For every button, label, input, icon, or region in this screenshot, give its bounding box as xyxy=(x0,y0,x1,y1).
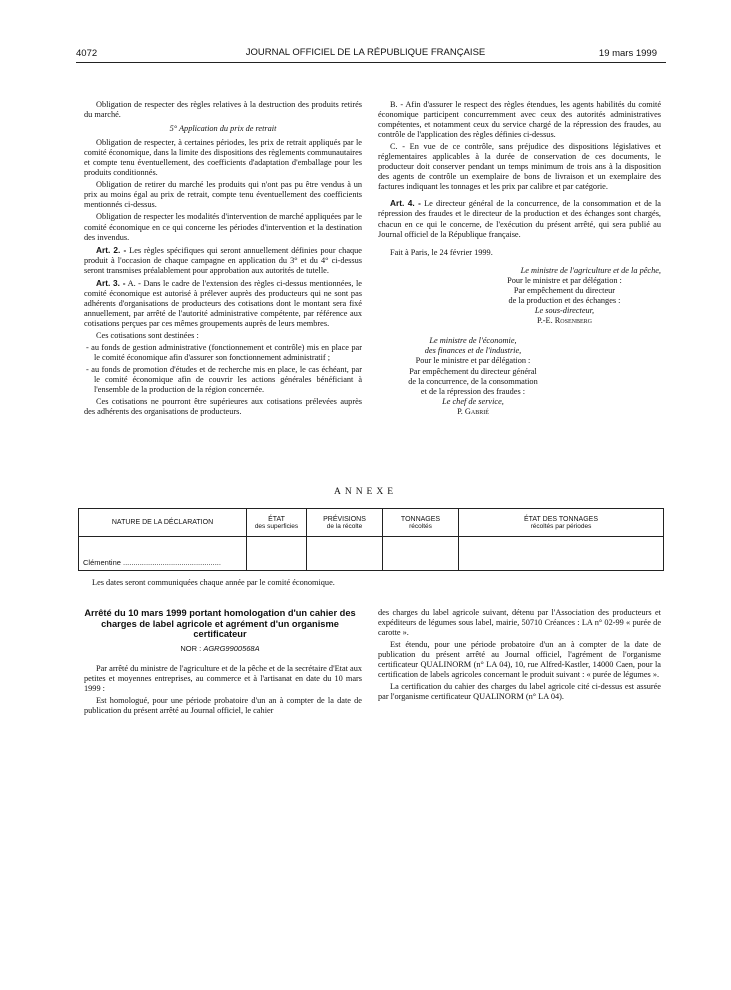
paragraph: Ces cotisations sont destinées : xyxy=(96,330,199,340)
signature-line: Par empêchement du directeur général xyxy=(409,366,537,376)
page-number: 4072 xyxy=(76,48,98,59)
signatory-role: Le sous-directeur, xyxy=(534,306,595,316)
table-header-row xyxy=(79,509,664,537)
paragraph: La certification du cahier des charges du label agricole cité ci-dessus est assurée par l'organisme certificateur QUALINORM (n° LA 04). xyxy=(378,682,661,702)
paragraph: Obligation de respecter, à certaines périodes, les prix de retrait appliqués par le comité économique, dans la limite des dispositions des règlements communautaires et compte tenu éventuellement, des coefficients d'adaptation d'emballage pour les produits conditionnés. xyxy=(84,138,362,178)
nor-value: AGRG9900568A xyxy=(203,644,260,653)
journal-title: JOURNAL OFFICIEL DE LA RÉPUBLIQUE FRANÇAISE xyxy=(245,47,486,58)
table-cell xyxy=(459,537,664,571)
header-rule xyxy=(76,62,666,63)
article-label: Art. 3. - xyxy=(96,277,126,288)
paragraph: Obligation de retirer du marché les produits qui n'ont pas pu être vendus à un prix au moins égal au prix de retrait, compte tenu éventuellement des coefficients mentionnés ci-dessus. xyxy=(84,180,362,210)
column-header xyxy=(383,509,459,537)
annexe-title: ANNEXE xyxy=(333,487,398,497)
table-cell xyxy=(247,537,307,571)
paragraph: Est étendu, pour une période probatoire d'un an à compter de la date de publication du présent arrêté au Journal officiel, l'agrément de l'organisme certificateur QUALINORM (n° LA 04), 10, rue Alfred-Kastler, 14000 Caen, pour la certification de labels agricoles concernant le produit suivant : « purée de légumes ». xyxy=(378,640,661,680)
column-header-text: ÉTAT DES TONNAGES xyxy=(523,515,599,523)
paragraph: B. - Afin d'assurer le respect des règles étendues, les agents habilités du comité économique participent concurremment avec ceux des autorités administratives compétentes, et notamment ceux du service chargé de la répression des fraudes, au contrôle de l'application des règles définies ci-dessus. xyxy=(378,100,661,140)
article-text: Les règles spécifiques qui seront annuellement définies pour chaque produit à l'occasion de chaque campagne en application du 3° et du 4° ci-dessus seront transmises préalablement pour approbation aux autorités de tutelle. xyxy=(84,245,362,275)
paragraph: Par arrêté du ministre de l'agriculture et de la pêche et de la secrétaire d'Etat aux petites et moyennes entreprises, au commerce et à l'artisanat en date du 10 mars 1999 : xyxy=(84,664,362,694)
paragraph: des charges du label agricole suivant, détenu par l'Association des producteurs et expéditeurs de légumes sous label, mairie, 50710 Créances : LA n° 02-99 « purée de carotte ». xyxy=(378,608,661,638)
column-header-sub: de la récolte xyxy=(326,522,363,530)
signature-line: de la concurrence, de la consommation xyxy=(408,376,538,386)
signatory-title: des finances et de l'industrie, xyxy=(424,346,522,356)
arrete-left-column xyxy=(84,664,362,718)
paragraph: Ces cotisations ne pourront être supérieures aux cotisations prélevées auprès des adhérents des organisations de producteurs. xyxy=(84,397,362,417)
table-row xyxy=(79,537,664,571)
signatory-name: P. Gabrié xyxy=(457,406,489,416)
table-cell: Clémentine ............................................... xyxy=(79,537,247,571)
signatory-role: Le chef de service, xyxy=(442,396,504,406)
article-3 xyxy=(84,278,362,329)
arrete-title: Arrêté du 10 mars 1999 portant homologation d'un cahier des charges de label agricole et agrément d'un organisme certificateur xyxy=(84,608,356,639)
column-header xyxy=(307,509,383,537)
column-header-text: PRÉVISIONS xyxy=(323,515,366,523)
arrete-right-column xyxy=(378,608,661,704)
column-header-sub: récoltés par périodes xyxy=(530,522,592,530)
right-column xyxy=(378,100,661,417)
signature-line: de la production et des échanges : xyxy=(508,295,621,305)
column-header-text: NATURE DE LA DÉCLARATION xyxy=(111,519,214,526)
column-header-text: TONNAGES xyxy=(400,515,441,523)
column-header-sub: récoltés xyxy=(409,522,432,530)
paragraph: Est homologué, pour une période probatoire d'un an à compter de la date de publication du présent arrêté au Journal officiel, le cahier xyxy=(84,696,362,716)
list-item: - au fonds de gestion administrative (fonctionnement et contrôle) mis en place par le comité économique afin d'assurer son fonctionnement administratif ; xyxy=(86,343,362,363)
paragraph: Obligation de respecter des règles relatives à la destruction des produits retirés du marché. xyxy=(84,100,362,120)
list-item: - au fonds de promotion d'études et de recherche mis en place, le cas échéant, par le comité économique afin de couvrir les actions générales bénéficiant à l'ensemble de la production de la région concernée. xyxy=(86,365,362,395)
signature-line: et de la répression des fraudes : xyxy=(420,386,526,396)
issue-date: 19 mars 1999 xyxy=(598,48,657,59)
bullet-list xyxy=(84,343,362,395)
nor-reference xyxy=(80,644,360,653)
table-cell xyxy=(383,537,459,571)
paragraph: Obligation de respecter les modalités d'intervention de marché appliquées par le comité économique en ce qui concerne les périodes d'intervention et la destination des invendus. xyxy=(84,212,362,242)
signature-line: Par empêchement du directeur xyxy=(513,285,616,295)
section-heading: 5° Application du prix de retrait xyxy=(169,124,277,134)
column-header-sub: des superficies xyxy=(254,522,299,530)
signature-block-economie xyxy=(378,336,568,417)
column-header xyxy=(459,509,664,537)
table-cell xyxy=(307,537,383,571)
column-header xyxy=(79,509,247,537)
article-4 xyxy=(378,198,661,239)
article-label: Art. 4. - xyxy=(390,198,421,209)
annexe-table xyxy=(78,508,664,571)
article-label: Art. 2. - xyxy=(96,244,127,255)
left-column xyxy=(84,100,362,419)
article-text: A. - Dans le cadre de l'extension des règles ci-dessus mentionnées, le comité économique est autorisé à prélever auprès des producteurs qui ne sont pas adhérents d'organisations de producteurs des cotisations dont le montant sera fixé annuellement, par arrêté de l'autorité administrative compétente, par référence aux cotisations perçues par ces mêmes groupements auprès de leurs membres. xyxy=(84,278,362,328)
nor-label: NOR : xyxy=(180,644,202,653)
signature-line: Pour le ministre et par délégation : xyxy=(507,275,622,285)
signatory-title: Le ministre de l'agriculture et de la pêche, xyxy=(520,265,661,275)
column-header xyxy=(247,509,307,537)
article-text: Le directeur général de la concurrence, de la consommation et de la répression des fraudes et le directeur de la production et des échanges sont chargés, chacun en ce qui le concerne, de l'exécution du présent arrêté, qui sera publié au Journal officiel de la République française. xyxy=(378,199,661,239)
place-date: Fait à Paris, le 24 février 1999. xyxy=(390,247,493,257)
article-2 xyxy=(84,245,362,276)
annexe-note: Les dates seront communiquées chaque année par le comité économique. xyxy=(92,578,335,587)
column-header-text: ÉTAT xyxy=(268,515,285,523)
signature-line: Pour le ministre et par délégation : xyxy=(415,356,531,366)
signature-block-agriculture xyxy=(468,266,661,327)
paragraph: C. - En vue de ce contrôle, sans préjudice des dispositions législatives et réglementaires applicables à la durée de conservation de ces documents, le producteur doit conserver pendant un temps minimum de trois ans à la disposition des agents de contrôle un exemplaire de bons de livraison et un exemplaire des factures indiquant les tonnages et les prix par calibre et par catégorie. xyxy=(378,142,661,192)
signatory-title: Le ministre de l'économie, xyxy=(429,336,517,346)
signatory-name: P.-E. Rosenberg xyxy=(537,316,592,326)
